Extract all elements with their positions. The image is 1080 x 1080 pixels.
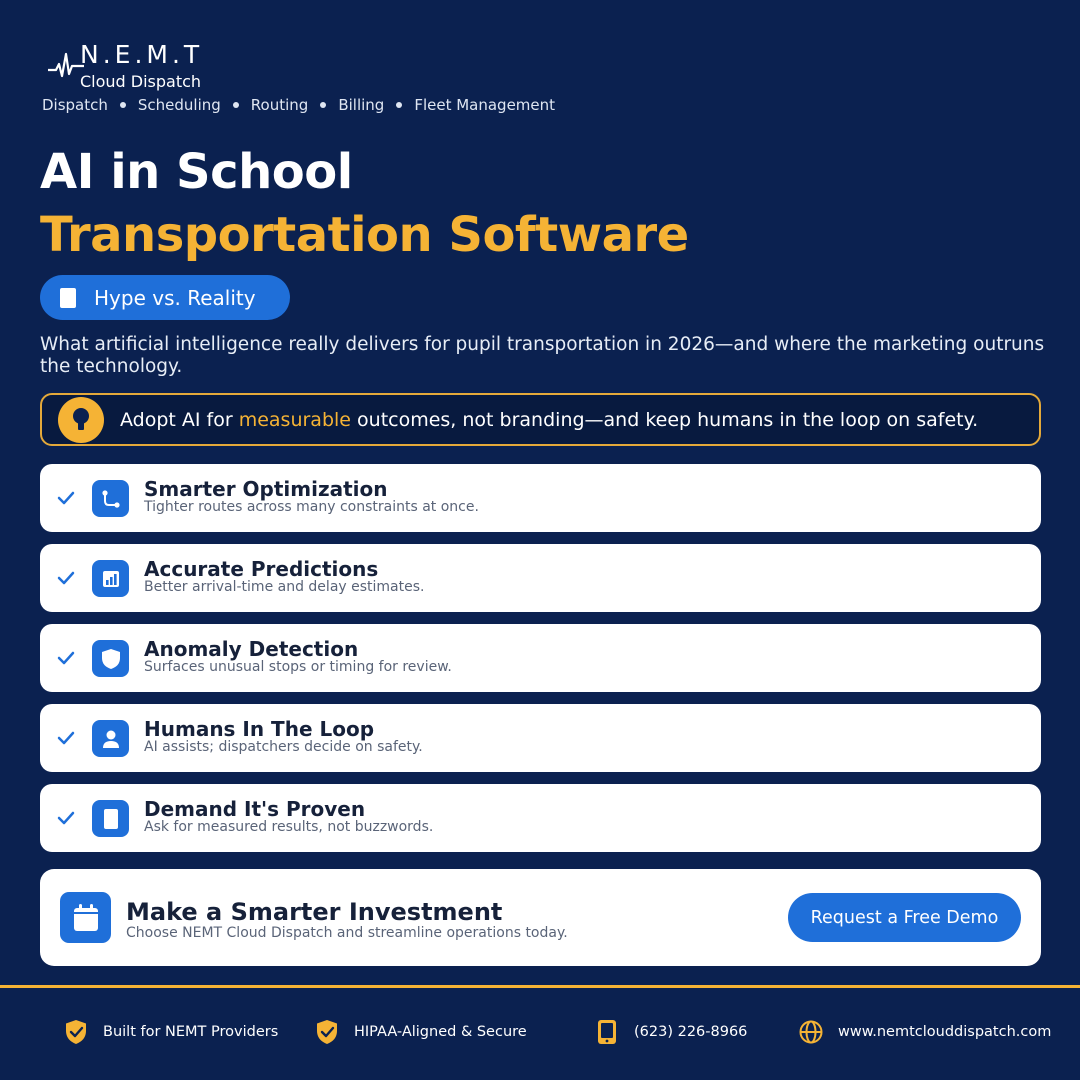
footer bbox=[0, 988, 1080, 1080]
feature-title: Humans In The Loop bbox=[144, 717, 375, 741]
callout-text-before: Adopt AI for bbox=[120, 408, 239, 431]
service-routing: Routing bbox=[250, 96, 309, 114]
brand-logo bbox=[48, 40, 238, 92]
separator-dot bbox=[320, 102, 326, 108]
request-demo-button[interactable]: Request a Free Demo bbox=[788, 893, 1021, 942]
document-icon bbox=[92, 800, 129, 837]
footer-phone[interactable]: (623) 226-8966 bbox=[634, 1024, 748, 1040]
service-billing: Billing bbox=[338, 96, 385, 114]
checkmark-icon bbox=[56, 728, 76, 748]
feature-card bbox=[40, 704, 1041, 772]
callout-highlight: measurable bbox=[238, 408, 351, 431]
globe-icon bbox=[798, 1018, 824, 1046]
separator-dot bbox=[396, 102, 402, 108]
cta-title: Make a Smarter Investment bbox=[126, 898, 503, 926]
cta-description: Choose NEMT Cloud Dispatch and streamline operations today. bbox=[126, 925, 568, 941]
hype-vs-reality-pill bbox=[40, 275, 290, 320]
phone-icon bbox=[594, 1018, 620, 1046]
feature-title: Smarter Optimization bbox=[144, 477, 388, 501]
footer-label: Built for NEMT Providers bbox=[103, 1024, 279, 1040]
footer-website[interactable]: www.nemtclouddispatch.com bbox=[838, 1024, 1052, 1040]
route-icon bbox=[92, 480, 129, 517]
footer-item-website[interactable] bbox=[798, 1018, 1051, 1046]
feature-description: AI assists; dispatchers decide on safety. bbox=[144, 739, 423, 755]
feature-description: Ask for measured results, not buzzwords. bbox=[144, 819, 434, 835]
page-title-line2: Transportation Software bbox=[40, 207, 689, 263]
calendar-icon bbox=[60, 892, 111, 943]
footer-item-phone[interactable] bbox=[594, 1018, 747, 1046]
shield-icon bbox=[92, 640, 129, 677]
service-list bbox=[42, 96, 555, 114]
checkmark-icon bbox=[56, 808, 76, 828]
person-icon bbox=[92, 720, 129, 757]
checkmark-icon bbox=[56, 488, 76, 508]
document-icon bbox=[60, 288, 76, 308]
feature-title: Accurate Predictions bbox=[144, 557, 379, 581]
feature-title: Anomaly Detection bbox=[144, 637, 359, 661]
separator-dot bbox=[120, 102, 126, 108]
pill-label: Hype vs. Reality bbox=[94, 285, 256, 310]
checkmark-icon bbox=[56, 568, 76, 588]
shield-check-icon bbox=[314, 1018, 340, 1046]
feature-description: Surfaces unusual stops or timing for review. bbox=[144, 659, 452, 675]
bar-chart-icon bbox=[92, 560, 129, 597]
footer-label: HIPAA-Aligned & Secure bbox=[354, 1024, 527, 1040]
footer-item-nemt-providers bbox=[63, 1018, 278, 1046]
page-subtitle: What artificial intelligence really delivers for pupil transportation in 2026—and where the marketing outruns the technology. bbox=[40, 334, 1045, 377]
checkmark-icon bbox=[56, 648, 76, 668]
feature-card bbox=[40, 784, 1041, 852]
shield-check-icon bbox=[63, 1018, 89, 1046]
lightbulb-icon bbox=[58, 397, 104, 443]
feature-description: Better arrival-time and delay estimates. bbox=[144, 579, 425, 595]
service-fleet-management: Fleet Management bbox=[414, 96, 556, 114]
callout-text-after: outcomes, not branding—and keep humans in the loop on safety. bbox=[350, 408, 979, 431]
service-scheduling: Scheduling bbox=[137, 96, 221, 114]
pulse-line-icon bbox=[48, 52, 84, 80]
feature-description: Tighter routes across many constraints at once. bbox=[144, 499, 479, 515]
key-message-callout bbox=[40, 393, 1041, 446]
cta-card bbox=[40, 869, 1041, 966]
callout-text bbox=[120, 409, 978, 431]
logo-top-text: N.E.M.T bbox=[80, 40, 204, 69]
service-dispatch: Dispatch bbox=[42, 96, 108, 114]
feature-card bbox=[40, 544, 1041, 612]
footer-item-hipaa bbox=[314, 1018, 527, 1046]
page-title-line1: AI in School bbox=[40, 144, 353, 200]
feature-title: Demand It's Proven bbox=[144, 797, 366, 821]
separator-dot bbox=[233, 102, 239, 108]
feature-card bbox=[40, 624, 1041, 692]
feature-card bbox=[40, 464, 1041, 532]
logo-bottom-text: Cloud Dispatch bbox=[80, 72, 202, 91]
